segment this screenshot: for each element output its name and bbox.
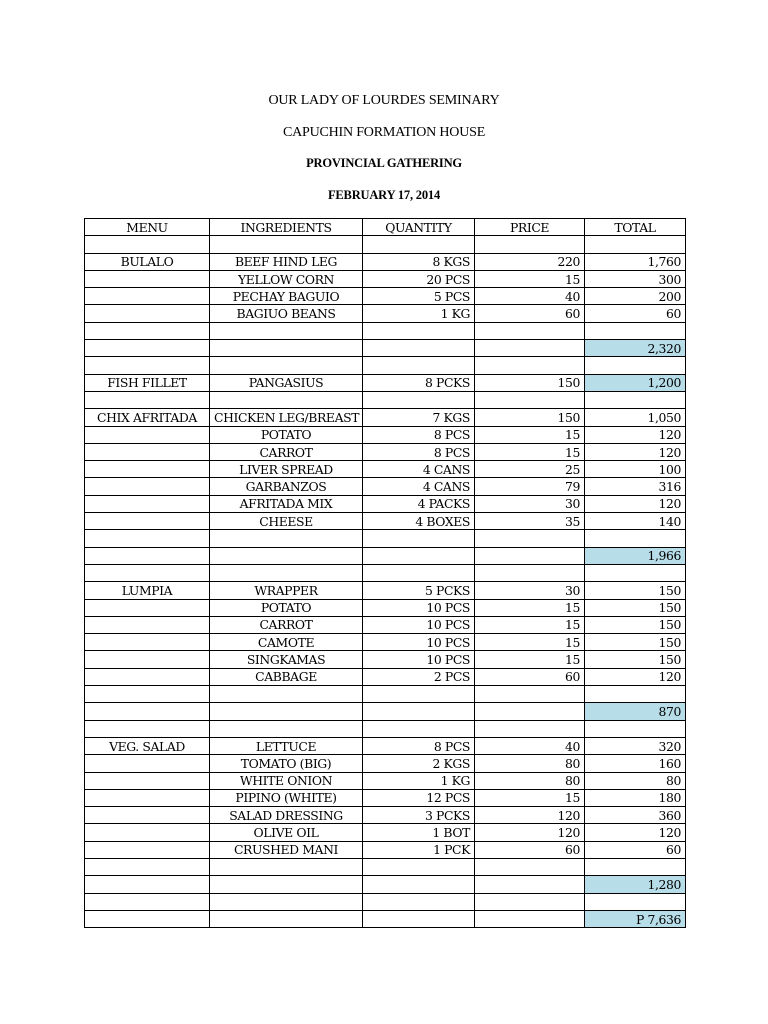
ingredient-cell: SINGKAMAS xyxy=(210,651,363,668)
menu-cell xyxy=(85,772,210,789)
quantity-cell xyxy=(363,876,475,893)
price-cell: 220 xyxy=(475,253,585,270)
table-row xyxy=(85,357,686,374)
subtotal-cell: 1,200 xyxy=(585,374,686,391)
ingredient-cell: TOMATO (BIG) xyxy=(210,755,363,772)
ingredient-cell: SALAD DRESSING xyxy=(210,807,363,824)
menu-cell xyxy=(85,340,210,357)
table-row xyxy=(85,616,686,633)
quantity-cell: 8 PCS xyxy=(363,426,475,443)
menu-cell xyxy=(85,236,210,253)
ingredient-cell: AFRITADA MIX xyxy=(210,495,363,512)
total-cell xyxy=(585,236,686,253)
quantity-cell xyxy=(363,720,475,737)
price-cell: 150 xyxy=(475,374,585,391)
table-row xyxy=(85,426,686,443)
menu-cell xyxy=(85,288,210,305)
quantity-cell: 4 BOXES xyxy=(363,513,475,530)
price-cell: 15 xyxy=(475,426,585,443)
ingredient-cell xyxy=(210,236,363,253)
ingredient-cell: GARBANZOS xyxy=(210,478,363,495)
table-row xyxy=(85,858,686,875)
table-row xyxy=(85,634,686,651)
menu-cell xyxy=(85,357,210,374)
quantity-cell xyxy=(363,340,475,357)
price-cell: 60 xyxy=(475,305,585,322)
menu-cell: BULALO xyxy=(85,253,210,270)
total-cell xyxy=(585,858,686,875)
menu-cell: FISH FILLET xyxy=(85,374,210,391)
price-cell: 60 xyxy=(475,668,585,685)
ingredient-cell xyxy=(210,910,363,927)
total-cell: 160 xyxy=(585,755,686,772)
total-cell xyxy=(585,357,686,374)
total-cell: 320 xyxy=(585,737,686,754)
total-cell: 120 xyxy=(585,668,686,685)
total-cell xyxy=(585,720,686,737)
total-cell: 120 xyxy=(585,495,686,512)
total-cell: 150 xyxy=(585,582,686,599)
table-row xyxy=(85,305,686,322)
quantity-cell: 20 PCS xyxy=(363,270,475,287)
quantity-cell: 4 CANS xyxy=(363,478,475,495)
total-cell xyxy=(585,893,686,910)
total-cell: 60 xyxy=(585,841,686,858)
table-row xyxy=(85,668,686,685)
total-cell: 360 xyxy=(585,807,686,824)
subtotal-cell: 1,280 xyxy=(585,876,686,893)
header-row xyxy=(85,219,686,236)
ingredient-cell: POTATO xyxy=(210,426,363,443)
price-cell: 15 xyxy=(475,634,585,651)
table-row xyxy=(85,478,686,495)
total-cell: 200 xyxy=(585,288,686,305)
price-cell: 15 xyxy=(475,443,585,460)
total-cell: 60 xyxy=(585,305,686,322)
total-cell: 150 xyxy=(585,634,686,651)
table-row xyxy=(85,564,686,581)
price-cell: 25 xyxy=(475,461,585,478)
price-cell xyxy=(475,391,585,408)
quantity-cell xyxy=(363,547,475,564)
table-row xyxy=(85,686,686,703)
menu-cell xyxy=(85,564,210,581)
table-row xyxy=(85,443,686,460)
menu-cell xyxy=(85,513,210,530)
price-cell xyxy=(475,340,585,357)
menu-cell xyxy=(85,910,210,927)
total-cell: 316 xyxy=(585,478,686,495)
table-row xyxy=(85,461,686,478)
menu-cell xyxy=(85,686,210,703)
subtotal-cell: 2,320 xyxy=(585,340,686,357)
price-cell xyxy=(475,547,585,564)
price-cell: 30 xyxy=(475,495,585,512)
price-cell: 120 xyxy=(475,807,585,824)
ingredient-cell xyxy=(210,876,363,893)
price-cell: 15 xyxy=(475,616,585,633)
ingredient-cell: CAMOTE xyxy=(210,634,363,651)
subtotal-cell: P 7,636 xyxy=(585,910,686,927)
table-row xyxy=(85,270,686,287)
table-row xyxy=(85,720,686,737)
quantity-cell: 4 PACKS xyxy=(363,495,475,512)
ingredient-cell: CARROT xyxy=(210,616,363,633)
table-row xyxy=(85,651,686,668)
quantity-cell xyxy=(363,564,475,581)
table-row xyxy=(85,910,686,927)
table-row xyxy=(85,824,686,841)
total-cell xyxy=(585,530,686,547)
quantity-cell xyxy=(363,893,475,910)
ingredient-cell: OLIVE OIL xyxy=(210,824,363,841)
price-cell xyxy=(475,236,585,253)
price-cell: 30 xyxy=(475,582,585,599)
quantity-cell: 5 PCS xyxy=(363,288,475,305)
quantity-cell xyxy=(363,858,475,875)
quantity-cell: 8 KGS xyxy=(363,253,475,270)
menu-cell xyxy=(85,426,210,443)
ingredient-cell: BAGIUO BEANS xyxy=(210,305,363,322)
menu-cell xyxy=(85,755,210,772)
table-row xyxy=(85,322,686,339)
price-cell: 15 xyxy=(475,651,585,668)
ingredient-cell: PECHAY BAGUIO xyxy=(210,288,363,305)
menu-cell: CHIX AFRITADA xyxy=(85,409,210,426)
ingredient-cell: BEEF HIND LEG xyxy=(210,253,363,270)
price-cell: 60 xyxy=(475,841,585,858)
quantity-cell: 8 PCS xyxy=(363,737,475,754)
column-header-price: PRICE xyxy=(475,219,585,236)
price-cell xyxy=(475,322,585,339)
table-row xyxy=(85,755,686,772)
menu-cell xyxy=(85,807,210,824)
total-cell: 150 xyxy=(585,616,686,633)
menu-cell xyxy=(85,841,210,858)
ingredient-cell xyxy=(210,564,363,581)
table-row xyxy=(85,807,686,824)
menu-cell xyxy=(85,703,210,720)
menu-cell xyxy=(85,720,210,737)
table-row xyxy=(85,530,686,547)
ingredient-cell xyxy=(210,357,363,374)
document-subtitle: CAPUCHIN FORMATION HOUSE xyxy=(282,125,486,140)
ingredient-cell xyxy=(210,703,363,720)
ingredient-cell xyxy=(210,547,363,564)
price-cell: 150 xyxy=(475,409,585,426)
quantity-cell xyxy=(363,391,475,408)
menu-cell xyxy=(85,651,210,668)
price-cell: 120 xyxy=(475,824,585,841)
quantity-cell: 12 PCS xyxy=(363,789,475,806)
price-cell: 15 xyxy=(475,270,585,287)
price-cell: 40 xyxy=(475,288,585,305)
menu-cell xyxy=(85,461,210,478)
quantity-cell: 1 BOT xyxy=(363,824,475,841)
price-cell xyxy=(475,703,585,720)
quantity-cell: 1 KG xyxy=(363,772,475,789)
quantity-cell xyxy=(363,703,475,720)
table-row xyxy=(85,772,686,789)
document-title: OUR LADY OF LOURDES SEMINARY xyxy=(268,93,500,108)
price-cell: 35 xyxy=(475,513,585,530)
quantity-cell xyxy=(363,686,475,703)
price-cell: 40 xyxy=(475,737,585,754)
price-cell: 15 xyxy=(475,789,585,806)
menu-cell xyxy=(85,443,210,460)
event-name: PROVINCIAL GATHERING xyxy=(306,156,462,170)
ingredient-cell: YELLOW CORN xyxy=(210,270,363,287)
price-cell xyxy=(475,357,585,374)
total-cell: 140 xyxy=(585,513,686,530)
table-row xyxy=(85,409,686,426)
price-cell: 80 xyxy=(475,772,585,789)
subtotal-cell: 1,966 xyxy=(585,547,686,564)
ingredient-cell xyxy=(210,686,363,703)
menu-cell xyxy=(85,495,210,512)
menu-cell xyxy=(85,789,210,806)
total-cell: 150 xyxy=(585,651,686,668)
menu-cell xyxy=(85,616,210,633)
total-cell xyxy=(585,686,686,703)
menu-cell: VEG. SALAD xyxy=(85,737,210,754)
table-row xyxy=(85,703,686,720)
quantity-cell: 2 PCS xyxy=(363,668,475,685)
quantity-cell: 4 CANS xyxy=(363,461,475,478)
expense-table xyxy=(84,218,686,928)
ingredient-cell: POTATO xyxy=(210,599,363,616)
ingredient-cell: CARROT xyxy=(210,443,363,460)
total-cell: 1,050 xyxy=(585,409,686,426)
total-cell: 120 xyxy=(585,824,686,841)
event-date: FEBRUARY 17, 2014 xyxy=(327,188,441,202)
quantity-cell xyxy=(363,236,475,253)
table-row xyxy=(85,236,686,253)
quantity-cell: 10 PCS xyxy=(363,599,475,616)
ingredient-cell xyxy=(210,530,363,547)
menu-cell xyxy=(85,391,210,408)
menu-cell xyxy=(85,547,210,564)
quantity-cell: 8 PCS xyxy=(363,443,475,460)
ingredient-cell xyxy=(210,720,363,737)
total-cell xyxy=(585,391,686,408)
price-cell: 79 xyxy=(475,478,585,495)
price-cell: 80 xyxy=(475,755,585,772)
ingredient-cell: LETTUCE xyxy=(210,737,363,754)
quantity-cell xyxy=(363,322,475,339)
table-row xyxy=(85,374,686,391)
total-cell: 80 xyxy=(585,772,686,789)
ingredient-cell xyxy=(210,858,363,875)
total-cell: 120 xyxy=(585,443,686,460)
column-header-menu: MENU xyxy=(85,219,210,236)
ingredient-cell xyxy=(210,893,363,910)
menu-cell xyxy=(85,478,210,495)
total-cell xyxy=(585,322,686,339)
menu-cell xyxy=(85,270,210,287)
table-row xyxy=(85,253,686,270)
column-header-total: TOTAL xyxy=(585,219,686,236)
table-row xyxy=(85,789,686,806)
table-row xyxy=(85,582,686,599)
total-cell: 1,760 xyxy=(585,253,686,270)
quantity-cell: 10 PCS xyxy=(363,616,475,633)
ingredient-cell: PIPINO (WHITE) xyxy=(210,789,363,806)
ingredient-cell: CRUSHED MANI xyxy=(210,841,363,858)
price-cell xyxy=(475,876,585,893)
quantity-cell: 2 KGS xyxy=(363,755,475,772)
column-header-quantity: QUANTITY xyxy=(363,219,475,236)
ingredient-cell xyxy=(210,391,363,408)
table-row xyxy=(85,737,686,754)
quantity-cell: 1 KG xyxy=(363,305,475,322)
quantity-cell xyxy=(363,357,475,374)
total-cell xyxy=(585,564,686,581)
menu-cell xyxy=(85,305,210,322)
price-cell xyxy=(475,910,585,927)
column-header-ingredients: INGREDIENTS xyxy=(210,219,363,236)
table-row xyxy=(85,893,686,910)
menu-cell xyxy=(85,893,210,910)
ingredient-cell: CABBAGE xyxy=(210,668,363,685)
quantity-cell: 3 PCKS xyxy=(363,807,475,824)
quantity-cell: 8 PCKS xyxy=(363,374,475,391)
quantity-cell: 1 PCK xyxy=(363,841,475,858)
table-row xyxy=(85,599,686,616)
ingredient-cell xyxy=(210,322,363,339)
table-row xyxy=(85,391,686,408)
total-cell: 180 xyxy=(585,789,686,806)
total-cell: 100 xyxy=(585,461,686,478)
price-cell xyxy=(475,858,585,875)
price-cell xyxy=(475,530,585,547)
menu-cell xyxy=(85,858,210,875)
ingredient-cell: CHICKEN LEG/BREAST xyxy=(210,409,363,426)
price-cell xyxy=(475,686,585,703)
total-cell: 120 xyxy=(585,426,686,443)
table-row xyxy=(85,876,686,893)
total-cell: 300 xyxy=(585,270,686,287)
quantity-cell: 7 KGS xyxy=(363,409,475,426)
price-cell xyxy=(475,720,585,737)
price-cell: 15 xyxy=(475,599,585,616)
quantity-cell xyxy=(363,530,475,547)
quantity-cell xyxy=(363,910,475,927)
table-row xyxy=(85,340,686,357)
price-cell xyxy=(475,893,585,910)
menu-cell xyxy=(85,634,210,651)
menu-cell xyxy=(85,530,210,547)
quantity-cell: 10 PCS xyxy=(363,634,475,651)
menu-cell xyxy=(85,876,210,893)
total-cell: 150 xyxy=(585,599,686,616)
menu-cell: LUMPIA xyxy=(85,582,210,599)
table-row xyxy=(85,495,686,512)
quantity-cell: 10 PCS xyxy=(363,651,475,668)
ingredient-cell: WRAPPER xyxy=(210,582,363,599)
ingredient-cell: CHEESE xyxy=(210,513,363,530)
menu-cell xyxy=(85,599,210,616)
ingredient-cell: PANGASIUS xyxy=(210,374,363,391)
ingredient-cell: LIVER SPREAD xyxy=(210,461,363,478)
price-cell xyxy=(475,564,585,581)
menu-cell xyxy=(85,668,210,685)
table-row xyxy=(85,841,686,858)
ingredient-cell xyxy=(210,340,363,357)
menu-cell xyxy=(85,824,210,841)
table-row xyxy=(85,288,686,305)
subtotal-cell: 870 xyxy=(585,703,686,720)
menu-cell xyxy=(85,322,210,339)
quantity-cell: 5 PCKS xyxy=(363,582,475,599)
ingredient-cell: WHITE ONION xyxy=(210,772,363,789)
table-body xyxy=(85,236,686,928)
table-row xyxy=(85,547,686,564)
table-row xyxy=(85,513,686,530)
